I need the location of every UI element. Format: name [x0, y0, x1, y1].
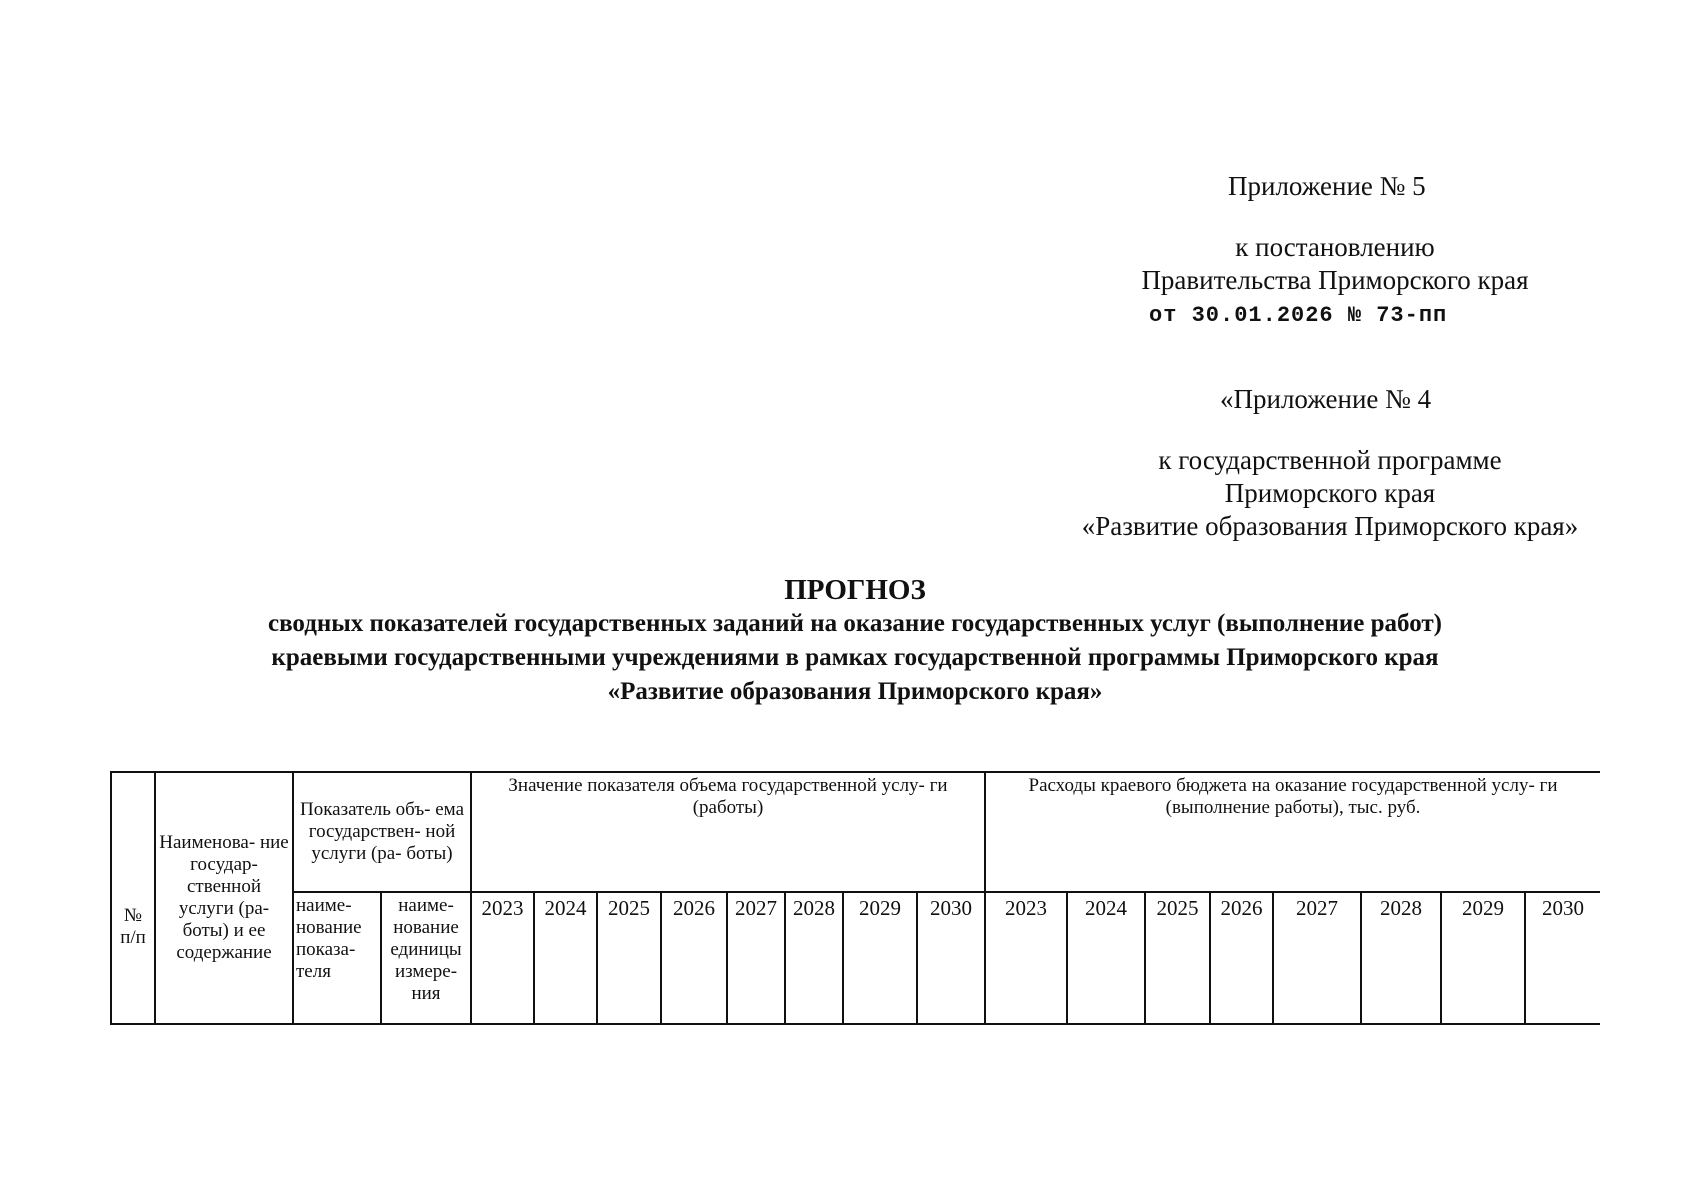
resolution-date: от 30.01.2026 № 73-пп: [1149, 303, 1448, 328]
title-line: краевыми государственными учреждениями в рамках государственной программы Приморского края: [271, 644, 1439, 671]
title-main: ПРОГНОЗ: [784, 574, 926, 606]
col-indicator-name-header: наиме- нование показа- теля: [293, 892, 381, 1024]
appendix-number: Приложение № 5: [1228, 171, 1426, 201]
resolution-reference: [1125, 231, 1545, 332]
forecast-table: [110, 771, 1600, 1025]
col-expenses-header: Расходы краевого бюджета на оказание государственной услу- ги (выполнение работы), тыс. руб.: [985, 772, 1600, 892]
program-reference: [1060, 444, 1600, 543]
value-year-header: 2025: [597, 892, 661, 1024]
expense-year-header: 2028: [1361, 892, 1441, 1024]
program-line: Приморского края: [1224, 478, 1436, 508]
col-indicator-header: Показатель объ- ема государствен- ной услуги (ра- боты): [293, 772, 471, 892]
expense-year-header: 2030: [1525, 892, 1600, 1024]
resolution-line: к постановлению: [1235, 232, 1435, 262]
appendix-4-label: «Приложение № 4: [1220, 384, 1432, 414]
col-number-header: № п/п: [111, 772, 155, 1024]
expense-year-header: 2023: [985, 892, 1067, 1024]
value-year-header: 2028: [785, 892, 843, 1024]
expense-year-header: 2029: [1441, 892, 1525, 1024]
program-line: к государственной программе: [1158, 445, 1502, 475]
value-year-header: 2027: [727, 892, 785, 1024]
value-year-header: 2030: [917, 892, 985, 1024]
expense-year-header: 2025: [1145, 892, 1210, 1024]
title-line: сводных показателей государственных заданий на оказание государственных услуг (выполнение работ): [268, 610, 1442, 637]
program-line: «Развитие образования Приморского края»: [1081, 511, 1579, 541]
expense-year-header: 2024: [1067, 892, 1145, 1024]
value-year-header: 2029: [843, 892, 917, 1024]
col-service-name-header: Наименова- ние государ- ственной услуги (ра- боты) и ее содержание: [155, 772, 293, 1024]
col-value-header: Значение показателя объема государственной услу- ги (работы): [471, 772, 985, 892]
value-year-header: 2023: [471, 892, 534, 1024]
title-line: «Развитие образования Приморского края»: [607, 678, 1103, 705]
expense-year-header: 2027: [1273, 892, 1361, 1024]
value-year-header: 2026: [661, 892, 727, 1024]
col-indicator-unit-header: наиме- нование единицы измере- ния: [381, 892, 471, 1024]
value-year-header: 2024: [534, 892, 597, 1024]
resolution-line: Правительства Приморского края: [1141, 265, 1529, 295]
document-title: [100, 573, 1610, 709]
expense-year-header: 2026: [1210, 892, 1273, 1024]
